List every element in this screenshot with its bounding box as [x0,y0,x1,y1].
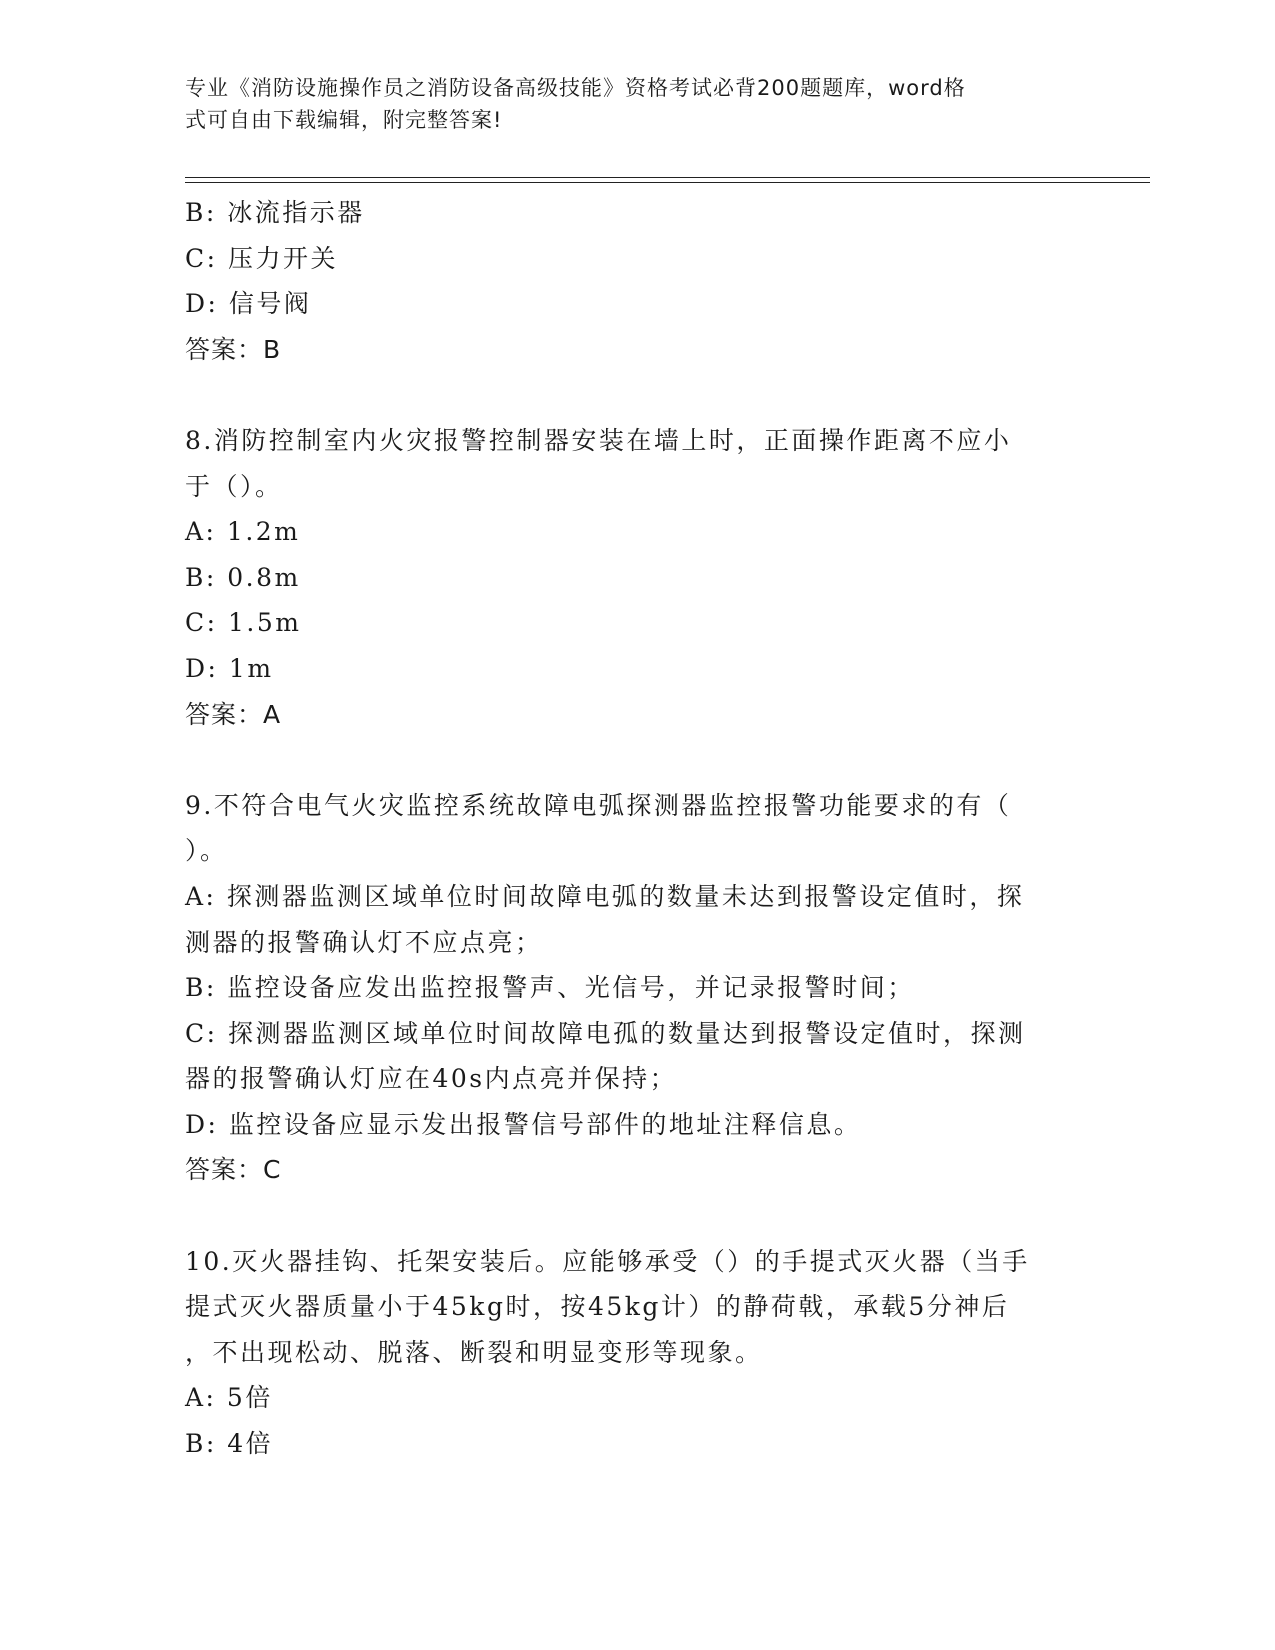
option-d: D: 1m [185,653,274,683]
option-d: D: 监控设备应显示发出报警信号部件的地址注释信息。 [185,1109,862,1139]
option-c: C: 1.5m [185,608,302,638]
question-stem-continued: ，不出现松动、脱落、断裂和明显变形等现象。 [185,1337,763,1367]
document-header [185,72,1065,136]
question-spacer [185,737,1075,783]
header-divider-bottom [185,182,1150,183]
question-9 [185,783,1075,1193]
answer-line: 答案：A [185,699,282,729]
question-stem-continued: 提式灭火器质量小于45kg时，按45kg计）的静荷戟，承载5分神后 [185,1292,1010,1322]
answer-line: 答案：C [185,1155,282,1185]
option-c: C: 压力开关 [185,243,338,273]
option-c-continued: 器的报警确认灯应在40s内点亮并保持； [185,1064,678,1094]
option-a-continued: 测器的报警确认灯不应点亮； [185,927,543,957]
question-10 [185,1239,1075,1467]
option-b: B: 监控设备应发出监控报警声、光信号，并记录报警时间； [185,973,915,1003]
question-stem-continued: ）。 [185,836,228,866]
header-line-1: 专业《消防设施操作员之消防设备高级技能》资格考试必背200题题库，word格 [185,76,966,100]
question-list [185,190,1075,1467]
header-line-2: 式可自由下载编辑，附完整答案! [185,108,503,132]
option-b: B: 冰流指示器 [185,198,365,227]
header-divider-top [185,177,1150,178]
option-c: C: 探测器监测区域单位时间故障电孤的数量达到报警设定值时，探测 [185,1018,1026,1048]
option-b: B: 0.8m [185,562,301,592]
option-d: D: 信号阀 [185,289,312,319]
question-stem: 10.灭火器挂钩、托架安装后。应能够承受（）的手提式灭火器（当手 [185,1246,1030,1276]
question-stem-continued: 于（）。 [185,471,283,501]
question-spacer [185,1193,1075,1239]
option-a: A: 探测器监测区域单位时间故障电弧的数量未达到报警设定值时，探 [185,881,1025,911]
option-b: B: 4倍 [185,1429,274,1459]
question-8 [185,418,1075,737]
question-stem: 9.不符合电气火灾监控系统故障电弧探测器监控报警功能要求的有（ [185,790,1012,820]
question-stem: 8.消防控制室内火灾报警控制器安装在墙上时，正面操作距离不应小 [185,425,1012,455]
option-a: A: 1.2m [185,517,301,547]
answer-line: 答案：B [185,334,282,364]
question-spacer [185,372,1075,418]
question-7 [185,190,1075,372]
option-a: A: 5倍 [185,1383,273,1413]
